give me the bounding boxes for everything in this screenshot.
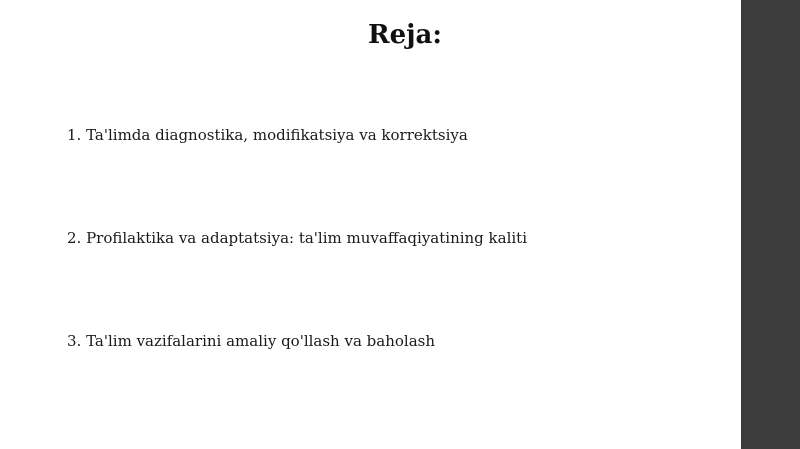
slide-title: Reja: bbox=[367, 20, 442, 50]
plan-item-1: 1. Ta'limda diagnostika, modifikatsiya va korrektsiya bbox=[67, 126, 468, 144]
plan-item-2: 2. Profilaktika va adaptatsiya: ta'lim muvaffaqiyatining kaliti bbox=[67, 229, 528, 247]
plan-item-3: 3. Ta'lim vazifalarini amaliy qo'llash va baholash bbox=[67, 332, 436, 350]
side-panel bbox=[741, 0, 800, 449]
